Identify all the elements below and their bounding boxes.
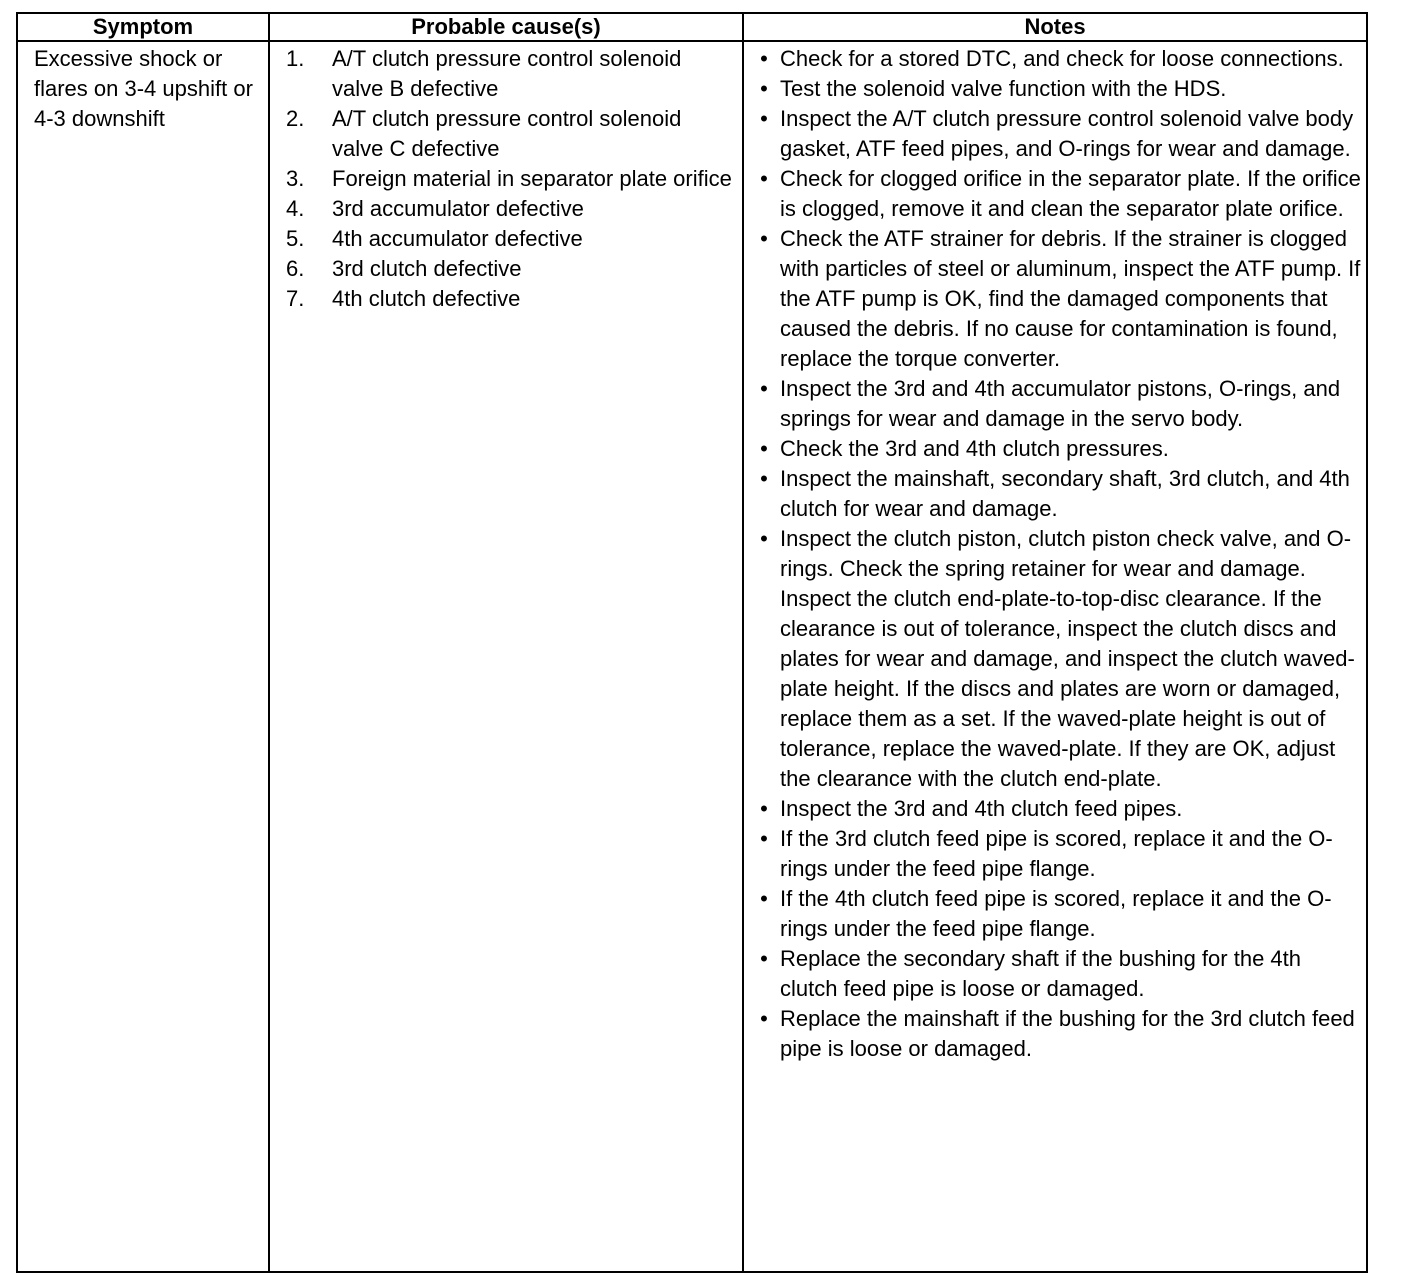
troubleshooting-table (16, 12, 1368, 1273)
cause-item (270, 284, 742, 314)
causes-cell (269, 41, 743, 1272)
note-item (744, 104, 1366, 164)
cause-text: A/T clutch pressure control solenoid valve B defective (332, 46, 682, 101)
note-item (744, 464, 1366, 524)
note-text: Check for a stored DTC, and check for loose connections. (780, 46, 1344, 71)
header-row (17, 13, 1367, 41)
cause-number: 4. (286, 196, 305, 221)
note-text: If the 4th clutch feed pipe is scored, replace it and the O-rings under the feed pipe flange. (780, 886, 1332, 941)
cause-text: 4th clutch defective (332, 286, 521, 311)
note-text: Check the 3rd and 4th clutch pressures. (780, 436, 1169, 461)
bullet-icon: • (760, 796, 768, 821)
note-item (744, 44, 1366, 74)
bullet-icon: • (760, 466, 768, 491)
cause-item (270, 164, 742, 194)
cause-text: Foreign material in separator plate orifice (332, 166, 732, 191)
note-text: Inspect the 3rd and 4th clutch feed pipes. (780, 796, 1183, 821)
cause-number: 6. (286, 256, 305, 281)
bullet-icon: • (760, 106, 768, 131)
note-text: Check the ATF strainer for debris. If the strainer is clogged with particles of steel or aluminum, inspect the ATF pump. If the ATF pump is OK, find the damaged components that caused the debris. If no cause for contamination is found, replace the torque converter. (780, 226, 1361, 371)
note-item (744, 944, 1366, 1004)
notes-cell (743, 41, 1367, 1272)
cause-item (270, 254, 742, 284)
header-symptom: Symptom (17, 13, 269, 41)
cause-text: A/T clutch pressure control solenoid valve C defective (332, 106, 682, 161)
note-item (744, 434, 1366, 464)
cause-item (270, 104, 742, 164)
cause-item (270, 194, 742, 224)
note-text: If the 3rd clutch feed pipe is scored, replace it and the O-rings under the feed pipe flange. (780, 826, 1333, 881)
note-text: Inspect the A/T clutch pressure control solenoid valve body gasket, ATF feed pipes, and O-rings for wear and damage. (780, 106, 1354, 161)
symptom-cell: Excessive shock or flares on 3-4 upshift or 4-3 downshift (17, 41, 269, 1272)
note-text: Inspect the clutch piston, clutch piston check valve, and O-rings. Check the spring retainer for wear and damage. Inspect the clutch end-plate-to-top-disc clearance. If the clearance is out of tolerance, inspect the clutch discs and plates for wear and damage, and inspect the clutch waved-plate height. If the discs and plates are worn or damaged, replace them as a set. If the waved-plate height is out of tolerance, replace the waved-plate. If they are OK, adjust the clearance with the clutch end-plate. (780, 526, 1355, 791)
note-item (744, 374, 1366, 434)
cause-number: 1. (286, 46, 305, 71)
note-item (744, 884, 1366, 944)
note-text: Replace the secondary shaft if the bushing for the 4th clutch feed pipe is loose or damaged. (780, 946, 1301, 1001)
note-text: Check for clogged orifice in the separator plate. If the orifice is clogged, remove it and clean the separator plate orifice. (780, 166, 1361, 221)
note-text: Inspect the 3rd and 4th accumulator pistons, O-rings, and springs for wear and damage in the servo body. (780, 376, 1341, 431)
bullet-icon: • (760, 46, 768, 71)
bullet-icon: • (760, 226, 768, 251)
cause-number: 2. (286, 106, 305, 131)
cause-item (270, 44, 742, 104)
bullet-icon: • (760, 886, 768, 911)
note-item (744, 164, 1366, 224)
table-row (17, 41, 1367, 1272)
note-text: Test the solenoid valve function with the HDS. (780, 76, 1227, 101)
cause-number: 7. (286, 286, 305, 311)
cause-text: 3rd accumulator defective (332, 196, 584, 221)
note-text: Replace the mainshaft if the bushing for the 3rd clutch feed pipe is loose or damaged. (780, 1006, 1355, 1061)
bullet-icon: • (760, 1006, 768, 1031)
bullet-icon: • (760, 76, 768, 101)
note-item (744, 224, 1366, 374)
note-text: Inspect the mainshaft, secondary shaft, 3rd clutch, and 4th clutch for wear and damage. (780, 466, 1350, 521)
bullet-icon: • (760, 376, 768, 401)
cause-list (270, 44, 742, 314)
header-probable-causes: Probable cause(s) (269, 13, 743, 41)
bullet-icon: • (760, 946, 768, 971)
cause-number: 5. (286, 226, 305, 251)
bullet-icon: • (760, 436, 768, 461)
note-item (744, 824, 1366, 884)
bullet-icon: • (760, 526, 768, 551)
bullet-icon: • (760, 826, 768, 851)
note-item (744, 794, 1366, 824)
note-item (744, 1004, 1366, 1064)
cause-text: 3rd clutch defective (332, 256, 522, 281)
header-notes: Notes (743, 13, 1367, 41)
note-item (744, 524, 1366, 794)
note-list (744, 44, 1366, 1064)
bullet-icon: • (760, 166, 768, 191)
cause-text: 4th accumulator defective (332, 226, 583, 251)
cause-number: 3. (286, 166, 305, 191)
note-item (744, 74, 1366, 104)
cause-item (270, 224, 742, 254)
